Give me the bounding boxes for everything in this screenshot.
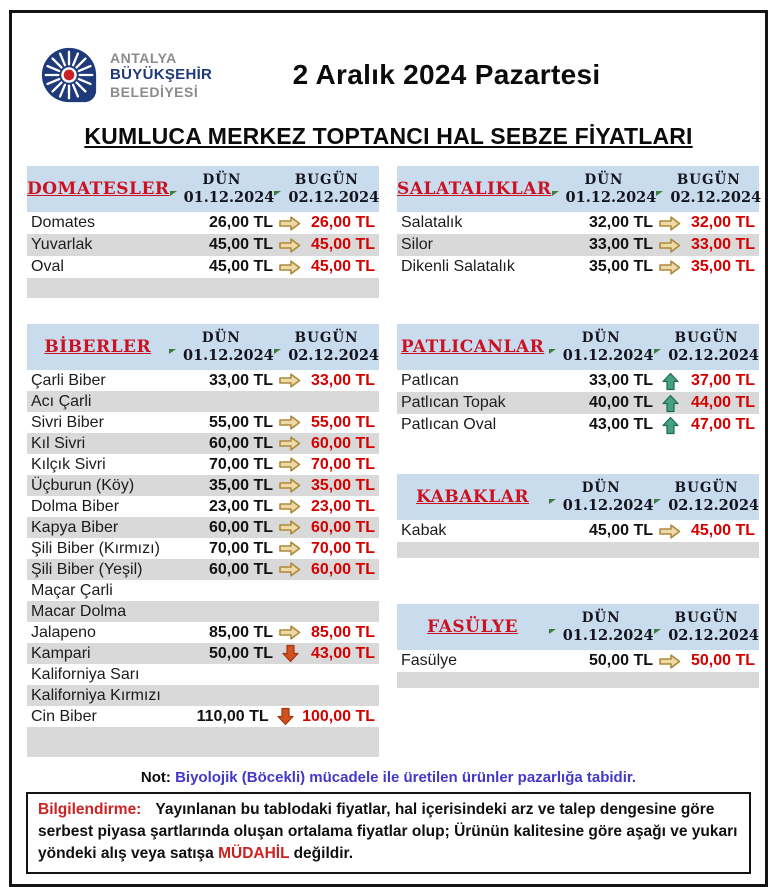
yesterday-price: 110,00 TL bbox=[196, 707, 269, 725]
page-title: KUMLUCA MERKEZ TOPTANCI HAL SEBZE FİYATLARI bbox=[84, 123, 693, 149]
table-row bbox=[27, 433, 379, 454]
table-header bbox=[27, 166, 379, 212]
category-title: FASÜLYE bbox=[427, 617, 518, 637]
right-arrow-icon bbox=[658, 237, 682, 254]
table-row bbox=[27, 580, 379, 601]
product-name: Şili Biber (Yeşil) bbox=[31, 560, 143, 578]
trend-cell bbox=[273, 519, 307, 536]
yesterday-column-header bbox=[548, 324, 654, 370]
yesterday-price: 32,00 TL bbox=[588, 214, 653, 231]
table-row bbox=[397, 414, 759, 436]
product-name: Fasülye bbox=[401, 652, 458, 669]
category-cell bbox=[27, 324, 169, 370]
logo-line-3: BELEDİYESİ bbox=[110, 83, 199, 100]
trend-cell bbox=[273, 435, 307, 452]
product-name: Macar Dolma bbox=[31, 602, 127, 620]
table-row bbox=[27, 685, 379, 706]
document-header bbox=[24, 27, 753, 119]
trend-cell bbox=[273, 644, 307, 663]
trend-cell bbox=[273, 259, 307, 276]
yesterday-price: 35,00 TL bbox=[588, 258, 653, 275]
right-arrow-icon bbox=[278, 519, 302, 536]
today-label: BUGÜN bbox=[294, 330, 359, 346]
trend-cell bbox=[653, 215, 687, 232]
table-header bbox=[27, 324, 379, 370]
today-price: 35,00 TL bbox=[690, 258, 755, 275]
today-column-header bbox=[274, 324, 379, 370]
right-column bbox=[397, 166, 762, 757]
right-arrow-icon bbox=[278, 237, 302, 254]
note-line bbox=[24, 769, 753, 786]
price-table-fasulye bbox=[397, 604, 759, 688]
trend-cell bbox=[273, 372, 307, 389]
antalya-municipality-logo-icon bbox=[38, 44, 100, 106]
today-column-header bbox=[274, 166, 379, 212]
municipality-name bbox=[110, 50, 212, 99]
yesterday-label: DÜN bbox=[581, 480, 621, 496]
down-arrow-icon bbox=[282, 644, 299, 663]
right-arrow-icon bbox=[278, 498, 302, 515]
cell-flag-icon bbox=[169, 349, 176, 354]
yesterday-price: 50,00 TL bbox=[588, 652, 653, 669]
today-label: BUGÜN bbox=[294, 172, 359, 188]
municipality-logo bbox=[38, 44, 268, 106]
left-column bbox=[27, 166, 379, 757]
today-label: BUGÜN bbox=[674, 610, 739, 626]
cell-flag-icon bbox=[549, 629, 556, 634]
yesterday-label: DÜN bbox=[581, 330, 621, 346]
today-price: 100,00 TL bbox=[302, 707, 375, 725]
today-price: 45,00 TL bbox=[690, 522, 755, 539]
right-arrow-icon bbox=[278, 435, 302, 452]
right-arrow-icon bbox=[278, 259, 302, 276]
table-row bbox=[27, 496, 379, 517]
down-arrow-icon bbox=[277, 707, 294, 726]
price-table-biberler bbox=[27, 324, 379, 757]
product-name: Patlıcan bbox=[401, 372, 459, 389]
trend-cell bbox=[273, 477, 307, 494]
category-cell bbox=[397, 324, 548, 370]
product-name: Çarli Biber bbox=[31, 371, 106, 389]
price-table-salataliklar bbox=[397, 166, 762, 278]
product-name: Şili Biber (Kırmızı) bbox=[31, 539, 160, 557]
today-price: 70,00 TL bbox=[310, 539, 375, 557]
cell-flag-icon bbox=[274, 191, 281, 196]
yesterday-label: DÜN bbox=[202, 172, 242, 188]
product-name: Salatalık bbox=[401, 214, 463, 231]
today-date: 02.12.2024 bbox=[654, 497, 759, 514]
trend-cell bbox=[653, 259, 687, 276]
category-title: BİBERLER bbox=[44, 337, 152, 357]
up-arrow-icon bbox=[662, 416, 679, 435]
yesterday-price: 60,00 TL bbox=[208, 518, 273, 536]
yesterday-label: DÜN bbox=[581, 610, 621, 626]
trend-cell bbox=[269, 707, 302, 726]
table-row bbox=[27, 706, 379, 727]
right-arrow-icon bbox=[658, 653, 682, 670]
yesterday-price: 70,00 TL bbox=[208, 539, 273, 557]
logo-line-1: ANTALYA bbox=[110, 50, 177, 67]
cell-flag-icon bbox=[654, 499, 661, 504]
category-title: PATLICANLAR bbox=[400, 337, 545, 357]
yesterday-price: 70,00 TL bbox=[208, 455, 273, 473]
today-price: 35,00 TL bbox=[310, 476, 375, 494]
info-text-before: Yayınlanan bu tablodaki fiyatlar, hal içerisindeki arz ve talep dengesine göre serbest piyasa şartlarında oluşan ortalama fiyatlar olup; Ürünün kalitesine göre aşağı ve yukarı yöndeki alış veya satışa bbox=[38, 801, 738, 862]
product-name: Cin Biber bbox=[31, 707, 97, 725]
right-arrow-icon bbox=[278, 215, 302, 232]
product-name: Patlıcan Topak bbox=[401, 394, 506, 411]
price-table-domatesler bbox=[27, 166, 379, 298]
info-label: Bilgilendirme: bbox=[38, 801, 142, 818]
today-price: 70,00 TL bbox=[310, 455, 375, 473]
cell-flag-icon bbox=[549, 499, 556, 504]
cell-flag-icon bbox=[549, 349, 556, 354]
logo-line-2: BÜYÜKŞEHİR bbox=[110, 66, 213, 84]
table-header bbox=[397, 474, 759, 520]
product-name: Oval bbox=[31, 258, 64, 275]
info-text-after: değildir. bbox=[289, 845, 354, 862]
trend-cell bbox=[653, 394, 687, 413]
trend-cell bbox=[653, 653, 687, 670]
product-name: Yuvarlak bbox=[31, 236, 93, 253]
trend-cell bbox=[273, 215, 307, 232]
today-price: 44,00 TL bbox=[690, 394, 755, 411]
yesterday-date: 01.12.2024 bbox=[549, 347, 654, 364]
cell-flag-icon bbox=[654, 349, 661, 354]
category-title: DOMATESLER bbox=[27, 179, 170, 199]
note-label: Not: bbox=[140, 769, 171, 786]
yesterday-price: 45,00 TL bbox=[208, 236, 273, 253]
right-arrow-icon bbox=[658, 259, 682, 276]
up-arrow-icon bbox=[662, 394, 679, 413]
right-arrow-icon bbox=[278, 456, 302, 473]
yesterday-column-header bbox=[169, 324, 275, 370]
product-name: Dolma Biber bbox=[31, 497, 120, 515]
note-text: Biyolojik (Böcekli) mücadele ile üretilen ürünler pazarlığa tabidir. bbox=[175, 769, 637, 786]
right-arrow-icon bbox=[278, 414, 302, 431]
product-name: Domates bbox=[31, 214, 96, 231]
table-row bbox=[27, 454, 379, 475]
today-price: 33,00 TL bbox=[690, 236, 755, 253]
today-column-header bbox=[656, 166, 761, 212]
yesterday-date: 01.12.2024 bbox=[549, 627, 654, 644]
yesterday-column-header bbox=[548, 474, 654, 520]
table-row bbox=[397, 256, 759, 278]
up-arrow-icon bbox=[662, 372, 679, 391]
yesterday-date: 01.12.2024 bbox=[170, 189, 275, 206]
product-name: Silor bbox=[401, 236, 434, 253]
cell-flag-icon bbox=[552, 191, 559, 196]
cell-flag-icon bbox=[654, 629, 661, 634]
yesterday-column-header bbox=[552, 166, 657, 212]
table-row bbox=[27, 538, 379, 559]
right-arrow-icon bbox=[278, 477, 302, 494]
today-date: 02.12.2024 bbox=[656, 189, 761, 206]
table-row bbox=[27, 517, 379, 538]
yesterday-price: 26,00 TL bbox=[208, 214, 273, 231]
today-date: 02.12.2024 bbox=[274, 347, 379, 364]
right-arrow-icon bbox=[278, 372, 302, 389]
yesterday-price: 33,00 TL bbox=[588, 372, 653, 389]
empty-row bbox=[27, 727, 379, 757]
yesterday-label: DÜN bbox=[201, 330, 241, 346]
yesterday-label: DÜN bbox=[584, 172, 624, 188]
today-price: 33,00 TL bbox=[310, 371, 375, 389]
yesterday-price: 43,00 TL bbox=[588, 416, 653, 433]
cell-flag-icon bbox=[170, 191, 177, 196]
category-cell bbox=[397, 604, 548, 650]
today-price: 50,00 TL bbox=[690, 652, 755, 669]
table-row bbox=[27, 601, 379, 622]
table-row bbox=[27, 622, 379, 643]
table-row bbox=[397, 392, 759, 414]
today-price: 45,00 TL bbox=[310, 258, 375, 275]
cell-flag-icon bbox=[656, 191, 663, 196]
today-price: 23,00 TL bbox=[310, 497, 375, 515]
product-name: Kıl Sivri bbox=[31, 434, 86, 452]
category-cell bbox=[27, 166, 170, 212]
today-label: BUGÜN bbox=[674, 330, 739, 346]
product-name: Acı Çarli bbox=[31, 392, 92, 410]
product-name: Jalapeno bbox=[31, 623, 96, 641]
today-price: 60,00 TL bbox=[310, 434, 375, 452]
yesterday-price: 33,00 TL bbox=[208, 371, 273, 389]
right-arrow-icon bbox=[278, 561, 302, 578]
today-date: 02.12.2024 bbox=[654, 347, 759, 364]
table-row bbox=[27, 643, 379, 664]
trend-cell bbox=[653, 237, 687, 254]
tables-area bbox=[24, 166, 762, 757]
category-title: KABAKLAR bbox=[416, 487, 529, 507]
product-name: Kapya Biber bbox=[31, 518, 119, 536]
today-label: BUGÜN bbox=[676, 172, 741, 188]
yesterday-date: 01.12.2024 bbox=[552, 189, 657, 206]
trend-cell bbox=[273, 624, 307, 641]
table-header bbox=[397, 324, 759, 370]
today-price: 85,00 TL bbox=[310, 623, 375, 641]
product-name: Patlıcan Oval bbox=[401, 416, 497, 433]
table-header bbox=[397, 604, 759, 650]
today-price: 55,00 TL bbox=[310, 413, 375, 431]
yesterday-column-header bbox=[170, 166, 275, 212]
product-name: Kampari bbox=[31, 644, 91, 662]
yesterday-price: 45,00 TL bbox=[208, 258, 273, 275]
table-row bbox=[27, 559, 379, 580]
today-price: 47,00 TL bbox=[690, 416, 755, 433]
category-cell bbox=[397, 474, 548, 520]
cell-flag-icon bbox=[274, 349, 281, 354]
product-name: Dikenli Salatalık bbox=[401, 258, 515, 275]
yesterday-price: 33,00 TL bbox=[588, 236, 653, 253]
trend-cell bbox=[653, 416, 687, 435]
empty-row bbox=[397, 542, 759, 558]
info-box bbox=[26, 792, 751, 874]
today-date: 02.12.2024 bbox=[274, 189, 379, 206]
yesterday-price: 35,00 TL bbox=[208, 476, 273, 494]
today-column-header bbox=[654, 604, 759, 650]
today-column-header bbox=[654, 324, 759, 370]
trend-cell bbox=[273, 456, 307, 473]
info-highlight: MÜDAHİL bbox=[218, 845, 290, 862]
yesterday-price: 60,00 TL bbox=[208, 434, 273, 452]
product-name: Kaliforniya Kırmızı bbox=[31, 686, 161, 704]
product-name: Üçburun (Köy) bbox=[31, 476, 135, 494]
product-name: Kılçık Sivri bbox=[31, 455, 106, 473]
table-row bbox=[27, 234, 379, 256]
trend-cell bbox=[653, 523, 687, 540]
yesterday-price: 55,00 TL bbox=[208, 413, 273, 431]
price-table-patlicanlar bbox=[397, 324, 759, 436]
yesterday-price: 23,00 TL bbox=[208, 497, 273, 515]
today-price: 45,00 TL bbox=[310, 236, 375, 253]
today-price: 26,00 TL bbox=[310, 214, 375, 231]
product-name: Sivri Biber bbox=[31, 413, 104, 431]
yesterday-column-header bbox=[548, 604, 654, 650]
today-price: 43,00 TL bbox=[310, 644, 375, 662]
table-row bbox=[397, 650, 759, 672]
table-row bbox=[27, 412, 379, 433]
trend-cell bbox=[273, 540, 307, 557]
product-name: Kaliforniya Sarı bbox=[31, 665, 140, 683]
right-arrow-icon bbox=[658, 523, 682, 540]
price-table-kabaklar bbox=[397, 474, 759, 558]
right-arrow-icon bbox=[658, 215, 682, 232]
right-arrow-icon bbox=[278, 624, 302, 641]
category-cell bbox=[397, 166, 552, 212]
product-name: Kabak bbox=[401, 522, 447, 539]
table-row bbox=[27, 212, 379, 234]
table-row bbox=[27, 256, 379, 278]
trend-cell bbox=[273, 414, 307, 431]
table-row bbox=[27, 391, 379, 412]
table-row bbox=[27, 475, 379, 496]
today-date: 02.12.2024 bbox=[654, 627, 759, 644]
price-bulletin-document bbox=[9, 10, 768, 887]
table-row bbox=[397, 234, 759, 256]
yesterday-date: 01.12.2024 bbox=[169, 347, 274, 364]
table-row bbox=[397, 212, 759, 234]
table-row bbox=[27, 664, 379, 685]
right-arrow-icon bbox=[278, 540, 302, 557]
trend-cell bbox=[273, 561, 307, 578]
yesterday-price: 60,00 TL bbox=[208, 560, 273, 578]
product-name: Maçar Çarli bbox=[31, 581, 113, 599]
yesterday-price: 85,00 TL bbox=[208, 623, 273, 641]
today-price: 32,00 TL bbox=[690, 214, 755, 231]
yesterday-price: 40,00 TL bbox=[588, 394, 653, 411]
trend-cell bbox=[653, 372, 687, 391]
date-title: 2 Aralık 2024 Pazartesi bbox=[292, 59, 601, 90]
today-price: 60,00 TL bbox=[310, 560, 375, 578]
yesterday-price: 45,00 TL bbox=[588, 522, 653, 539]
trend-cell bbox=[273, 237, 307, 254]
table-row bbox=[397, 520, 759, 542]
empty-row bbox=[27, 278, 379, 298]
trend-cell bbox=[273, 498, 307, 515]
today-column-header bbox=[654, 474, 759, 520]
table-header bbox=[397, 166, 762, 212]
table-row bbox=[397, 370, 759, 392]
yesterday-price: 50,00 TL bbox=[208, 644, 273, 662]
today-price: 60,00 TL bbox=[310, 518, 375, 536]
today-price: 37,00 TL bbox=[690, 372, 755, 389]
table-row bbox=[27, 370, 379, 391]
empty-row bbox=[397, 672, 759, 688]
today-label: BUGÜN bbox=[674, 480, 739, 496]
category-title: SALATALIKLAR bbox=[397, 179, 552, 199]
yesterday-date: 01.12.2024 bbox=[549, 497, 654, 514]
